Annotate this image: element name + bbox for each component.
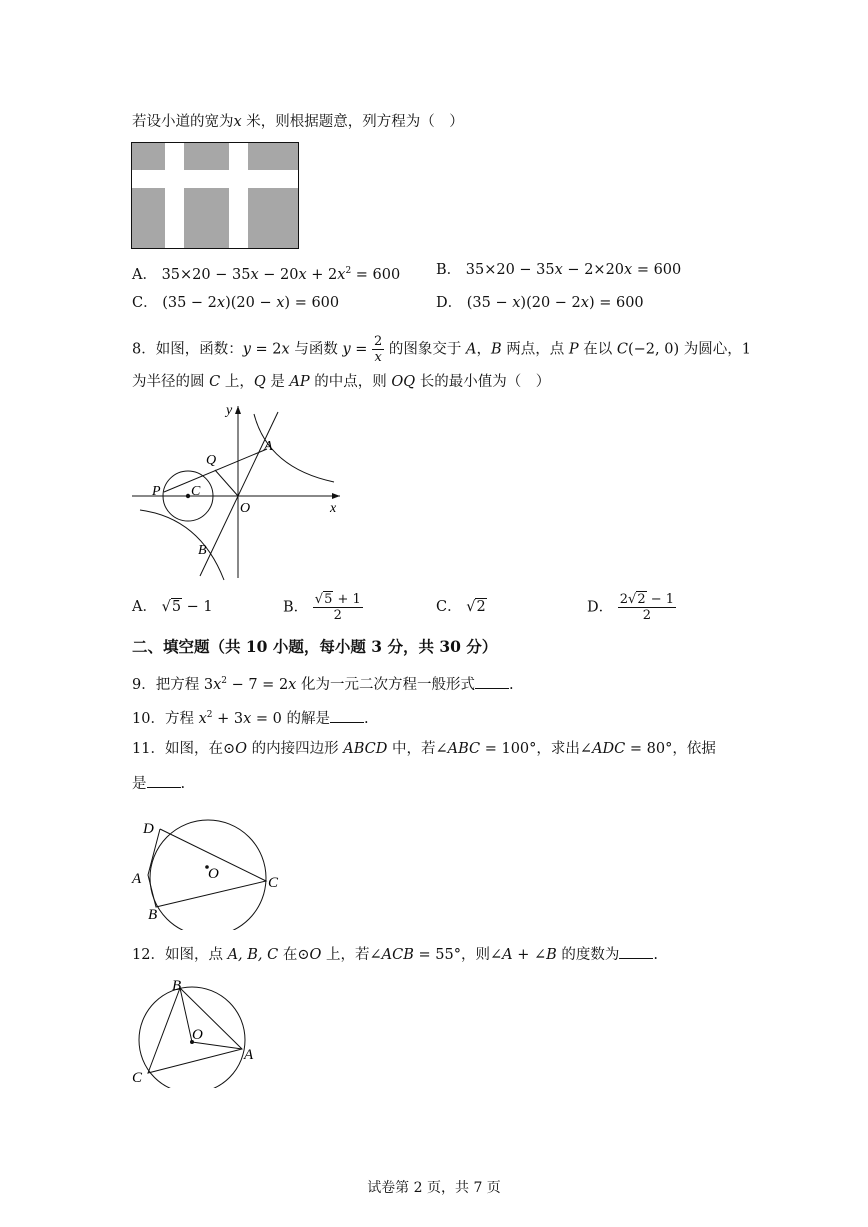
q12-label-c: C — [132, 1070, 143, 1086]
q8-label-b: B — [198, 543, 207, 558]
q7-option-d: D． (35 − x)(20 − 2x) = 600 — [436, 295, 644, 311]
q7-garden-figure — [131, 142, 300, 250]
page-footer: 试卷第 2 页，共 7 页 — [367, 1180, 501, 1196]
q12-text: 12．如图，点 A, B, C 在⊙O 上，若∠ACB = 55°，则∠A + ∠B 的度数为 . — [132, 944, 658, 965]
q12-label-a: A — [244, 1047, 254, 1063]
q8-label-p: P — [152, 484, 161, 499]
q8-option-c: C． √2 — [436, 599, 486, 615]
q11-label-a: A — [132, 871, 142, 887]
q8-label-x: x — [330, 501, 337, 516]
q8-label-a: A — [264, 439, 273, 454]
q11-label-o: O — [208, 866, 219, 882]
q10-text: 10．方程 $x^2 + 3x = 0$ 的解是 . — [132, 705, 369, 729]
q11-text-line1: 11．如图，在⊙O 的内接四边形 ABCD 中，若∠ABC = 100°，求出∠ADC = 80°，依据 — [132, 741, 716, 757]
q8-option-b: B． $\frac{√5 + 1}{2}$ — [283, 592, 361, 623]
q11-label-b: B — [148, 907, 158, 923]
q7-option-b: B． 35×20 − 35x − 2×20x = 600 — [436, 262, 682, 278]
q7-option-c: C． (35 − 2x)(20 − x) = 600 — [132, 295, 340, 311]
q11-circle-figure — [128, 805, 288, 930]
q8-label-c: C — [191, 484, 201, 499]
q8-label-q: Q — [206, 453, 217, 468]
q11-label-d: D — [143, 821, 154, 837]
q11-text-line2: 是 . — [132, 773, 185, 794]
section2-title: 二、填空题（共 10 小题，每小题 3 分，共 30 分） — [132, 637, 498, 656]
q8-graph-figure — [128, 398, 348, 583]
q7-option-a: A． $35\times 20 - 35x - 20x + 2x^2 = 600$ — [132, 266, 401, 283]
q8-option-d: D． $\frac{2√2 - 1}{2}$ — [587, 592, 675, 623]
q11-label-c: C — [268, 875, 279, 891]
q8-label-o: O — [240, 501, 251, 516]
q8-stem-line2: 为半径的圆 C 上，Q 是 AP 的中点，则 OQ 长的最小值为（ ） — [132, 374, 551, 390]
q12-circle-figure — [128, 976, 268, 1088]
q7-stem: 若设小道的宽为x 米，则根据题意，列方程为（ ） — [132, 114, 464, 130]
q12-label-o: O — [192, 1027, 203, 1043]
q8-option-a: A． √5 − 1 — [132, 599, 213, 615]
q8-stem-line1: 8．如图，函数：y = 2x 与函数 y = $\frac{2}{x}$ 的图象交于 A，B 两点，点 P 在以 C(−2, 0) 为圆心，1 — [132, 334, 751, 365]
q8-label-y: y — [226, 403, 233, 418]
q9-text: 9．把方程 $3x^2 - 7 = 2x$ 化为一元二次方程一般形式 . — [132, 671, 514, 695]
q12-label-b: B — [172, 978, 182, 994]
